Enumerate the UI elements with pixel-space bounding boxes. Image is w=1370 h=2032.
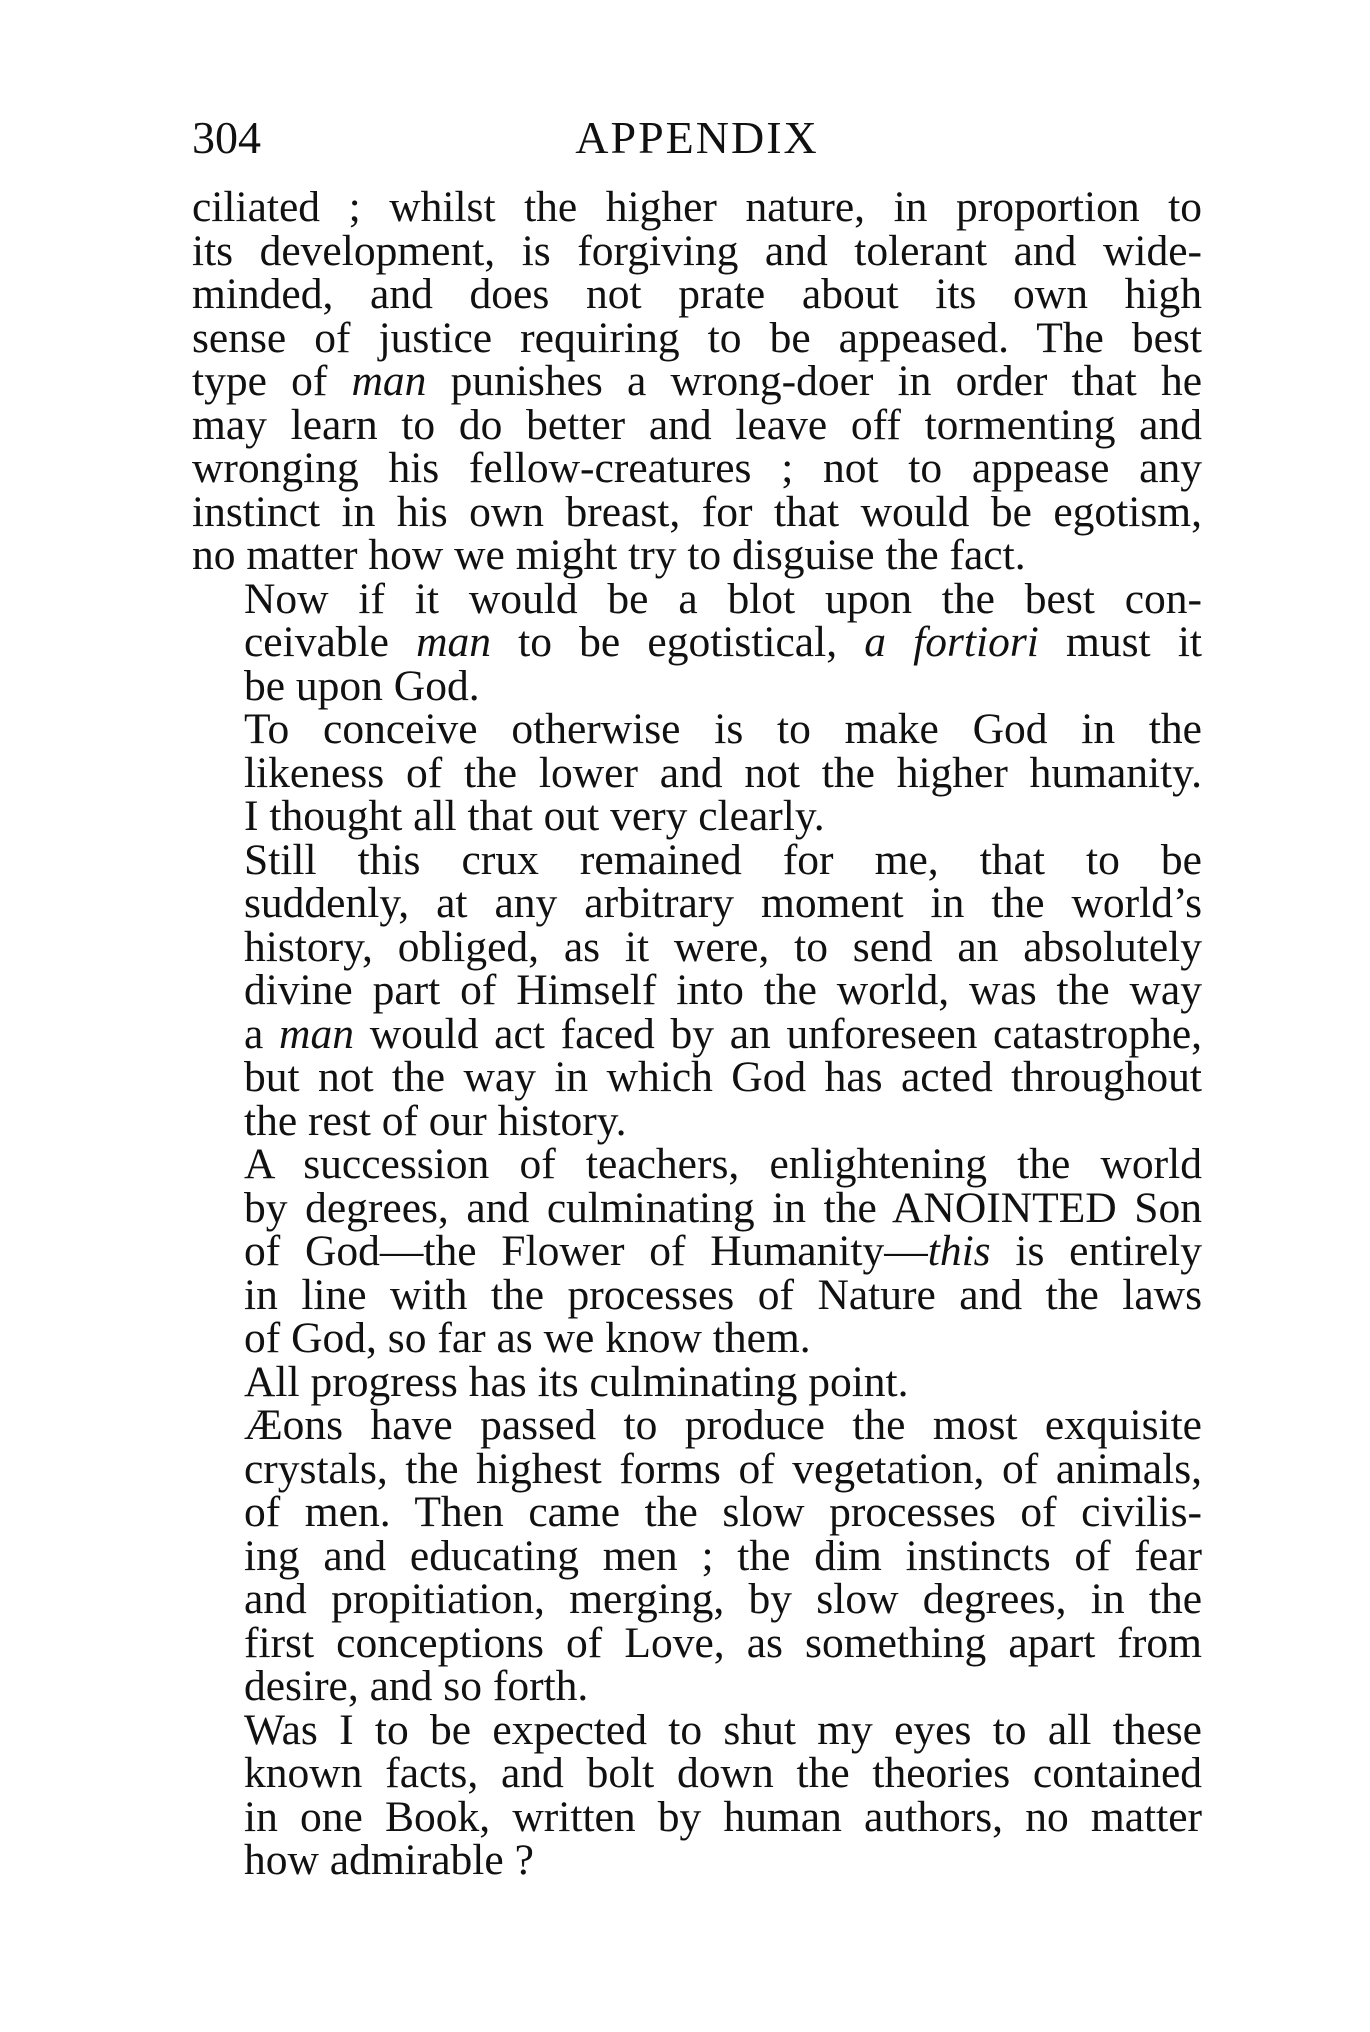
text-line: by degrees, and culminating in the ANOINTED Son <box>244 1183 1202 1232</box>
text-line: crystals, the highest forms of vegetation, of animals, <box>244 1444 1202 1493</box>
text-run: punishes a wrong-doer in order that he <box>426 357 1202 405</box>
italic-run: man <box>279 1009 354 1058</box>
text-line: of men. Then came the slow processes of civilis- <box>244 1488 1202 1536</box>
paragraph <box>192 1357 1202 1406</box>
text-run: is entirely <box>990 1227 1203 1275</box>
text-line: ciliated ; whilst the higher nature, in proportion to <box>192 183 1202 231</box>
text-line: in line with the processes of Nature and the laws <box>244 1270 1202 1319</box>
text-line: history, obliged, as it were, to send an absolutely <box>244 922 1202 971</box>
text-line: and propitiation, merging, by slow degrees, in the <box>244 1575 1202 1623</box>
text-run: must it <box>1038 618 1202 666</box>
text-line: Still this crux remained for me, that to be <box>244 835 1202 884</box>
italic-run: man <box>416 618 491 666</box>
text-run: of God—the Flower of Humanity— <box>244 1227 928 1275</box>
body-text <box>192 183 1203 1884</box>
text-line: divine part of Himself into the world, was the way <box>244 966 1202 1014</box>
text-line: may learn to do better and leave off tormenting and <box>192 400 1202 449</box>
text-run: would act faced by an unforeseen catastrophe, <box>353 1009 1202 1058</box>
text-line: desire, and so forth. <box>244 1662 589 1710</box>
paragraph <box>192 1401 1202 1710</box>
text-line: but not the way in which God has acted throughout <box>244 1053 1202 1101</box>
text-line <box>192 1227 1203 1275</box>
paragraph <box>192 705 1202 840</box>
text-line: in one Book, written by human authors, no matter <box>244 1792 1202 1841</box>
text-line: Now if it would be a blot upon the best con- <box>244 574 1202 623</box>
text-line: no matter how we might try to disguise the fact. <box>192 531 1026 579</box>
italic-run: a fortiori <box>864 618 1039 666</box>
text-line: wronging his fellow-creatures ; not to appease any <box>192 444 1202 492</box>
running-head: APPENDIX <box>575 112 819 163</box>
text-line: the rest of our history. <box>244 1096 627 1145</box>
text-run: type of <box>192 357 352 405</box>
text-line <box>192 1009 1202 1058</box>
text-line: instinct in his own breast, for that would be egotism, <box>192 487 1202 536</box>
page-number: 304 <box>192 112 261 163</box>
text-line: I thought all that out very clearly. <box>244 792 825 840</box>
text-line: of God, so far as we know them. <box>244 1314 811 1362</box>
text-line: A succession of teachers, enlightening the world <box>244 1140 1202 1188</box>
text-line: ing and educating men ; the dim instincts of fear <box>244 1531 1202 1580</box>
text-line: its development, is forgiving and tolerant and wide- <box>192 226 1202 275</box>
text-line: be upon God. <box>244 661 480 710</box>
text-line <box>192 357 1202 405</box>
paragraph <box>192 183 1202 579</box>
text-line: All progress has its culminating point. <box>244 1357 909 1406</box>
paragraph <box>192 1140 1203 1362</box>
text-line: known facts, and bolt down the theories contained <box>244 1749 1202 1797</box>
italic-run: this <box>927 1227 991 1275</box>
paragraph <box>192 835 1202 1145</box>
page-header <box>192 108 1202 168</box>
text-line: Was I to be expected to shut my eyes to all these <box>244 1705 1202 1754</box>
text-run: to be egotistical, <box>491 618 865 666</box>
text-line: suddenly, at any arbitrary moment in the world’s <box>244 879 1202 927</box>
italic-run: man <box>351 357 427 405</box>
text-line: sense of justice requiring to be appeased. The best <box>192 313 1202 362</box>
text-line: likeness of the lower and not the higher humanity. <box>244 748 1202 797</box>
text-line: first conceptions of Love, as something apart from <box>244 1618 1202 1667</box>
text-line: minded, and does not prate about its own high <box>192 270 1202 318</box>
paragraph <box>192 574 1202 710</box>
paragraph <box>192 1705 1202 1884</box>
text-line: how admirable ? <box>244 1836 534 1884</box>
text-line: To conceive otherwise is to make God in the <box>244 705 1202 753</box>
text-line: Æons have passed to produce the most exquisite <box>244 1401 1202 1449</box>
text-line <box>192 618 1202 666</box>
text-run: a <box>244 1009 280 1058</box>
text-run: ceivable <box>244 618 417 666</box>
